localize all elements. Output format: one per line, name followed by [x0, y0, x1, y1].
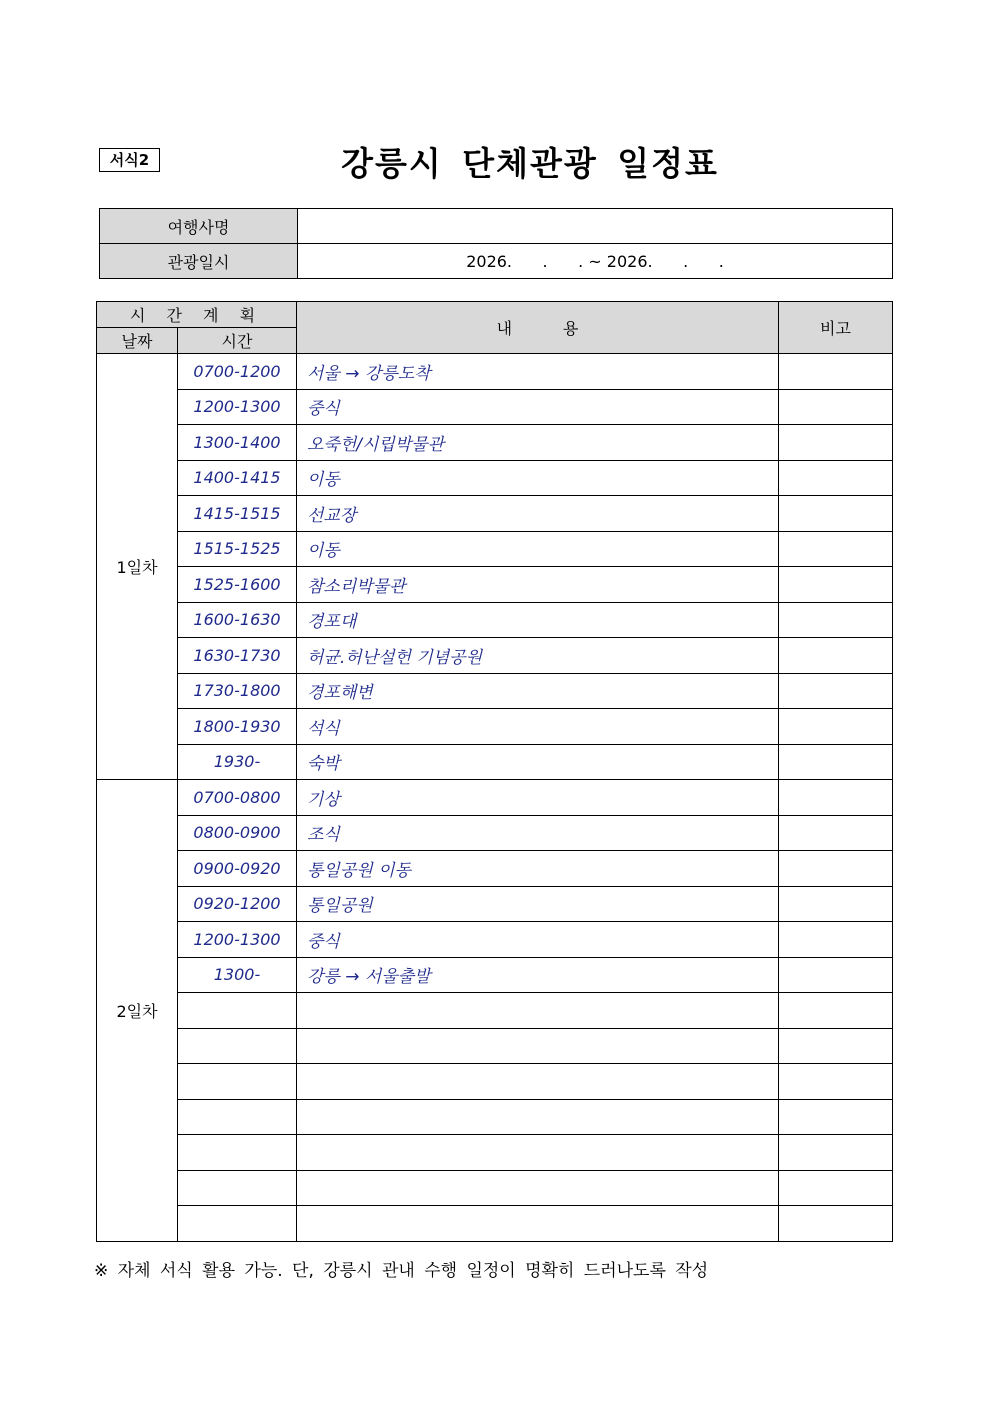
note-cell[interactable] — [779, 993, 893, 1029]
schedule-table — [96, 301, 893, 1242]
time-cell[interactable]: 1400-1415 — [178, 460, 297, 496]
content-cell[interactable]: 경포해변 — [297, 673, 779, 709]
time-cell[interactable]: 1415-1515 — [178, 496, 297, 532]
note-cell[interactable] — [779, 567, 893, 603]
content-cell[interactable]: 통일공원 — [297, 886, 779, 922]
page-title: 강릉시 단체관광 일정표 — [341, 144, 719, 183]
time-cell[interactable]: 1515-1525 — [178, 531, 297, 567]
time-cell[interactable]: 0920-1200 — [178, 886, 297, 922]
time-cell[interactable] — [178, 1099, 297, 1135]
table-row — [97, 1099, 893, 1135]
content-cell[interactable]: 숙박 — [297, 744, 779, 780]
time-cell[interactable] — [178, 993, 297, 1029]
content-cell[interactable]: 중식 — [297, 922, 779, 958]
header-day: 날짜 — [97, 328, 178, 354]
content-cell[interactable]: 기상 — [297, 780, 779, 816]
note-cell[interactable] — [779, 744, 893, 780]
table-row — [97, 1135, 893, 1171]
time-cell[interactable] — [178, 1206, 297, 1242]
time-cell[interactable]: 1930- — [178, 744, 297, 780]
agency-row — [100, 209, 893, 244]
table-row — [97, 531, 893, 567]
date-label: 관광일시 — [100, 244, 298, 279]
note-cell[interactable] — [779, 1099, 893, 1135]
table-row — [97, 567, 893, 603]
time-cell[interactable]: 1200-1300 — [178, 389, 297, 425]
note-cell[interactable] — [779, 709, 893, 745]
agency-value[interactable] — [298, 209, 893, 244]
content-cell[interactable]: 선교장 — [297, 496, 779, 532]
form-number-label: 서식2 — [99, 148, 160, 172]
time-cell[interactable]: 0900-0920 — [178, 851, 297, 887]
content-cell[interactable]: 오죽헌/시립박물관 — [297, 425, 779, 461]
note-cell[interactable] — [779, 886, 893, 922]
time-cell[interactable] — [178, 1064, 297, 1100]
table-row — [97, 993, 893, 1029]
header-time: 시간 — [178, 328, 297, 354]
table-row — [97, 1170, 893, 1206]
table-row — [97, 1028, 893, 1064]
time-cell[interactable]: 1600-1630 — [178, 602, 297, 638]
note-cell[interactable] — [779, 1206, 893, 1242]
day-label: 1일차 — [97, 354, 178, 780]
note-cell[interactable] — [779, 460, 893, 496]
table-row — [97, 496, 893, 532]
content-cell[interactable] — [297, 993, 779, 1029]
content-cell[interactable]: 조식 — [297, 815, 779, 851]
content-cell[interactable]: 이동 — [297, 460, 779, 496]
table-row — [97, 886, 893, 922]
time-cell[interactable]: 1300-1400 — [178, 425, 297, 461]
note-cell[interactable] — [779, 1064, 893, 1100]
time-cell[interactable]: 1200-1300 — [178, 922, 297, 958]
table-row — [97, 638, 893, 674]
table-row — [97, 602, 893, 638]
table-row — [97, 744, 893, 780]
day-label: 2일차 — [97, 780, 178, 1242]
table-row — [97, 780, 893, 816]
content-cell[interactable]: 허균.허난설헌 기념공원 — [297, 638, 779, 674]
note-cell[interactable] — [779, 922, 893, 958]
content-cell[interactable]: 경포대 — [297, 602, 779, 638]
note-cell[interactable] — [779, 815, 893, 851]
table-row — [97, 922, 893, 958]
note-cell[interactable] — [779, 354, 893, 390]
content-cell[interactable] — [297, 1064, 779, 1100]
footnote: ※ 자체 서식 활용 가능. 단, 강릉시 관내 수행 일정이 명확히 드러나도록 작성 — [94, 1261, 709, 1281]
content-cell[interactable]: 통일공원 이동 — [297, 851, 779, 887]
note-cell[interactable] — [779, 957, 893, 993]
note-cell[interactable] — [779, 496, 893, 532]
table-row — [97, 957, 893, 993]
content-cell[interactable]: 중식 — [297, 389, 779, 425]
content-cell[interactable] — [297, 1028, 779, 1064]
time-cell[interactable]: 1525-1600 — [178, 567, 297, 603]
time-cell[interactable]: 0700-1200 — [178, 354, 297, 390]
table-row — [97, 460, 893, 496]
table-row — [97, 815, 893, 851]
note-cell[interactable] — [779, 602, 893, 638]
date-row — [100, 244, 893, 279]
table-row — [97, 389, 893, 425]
table-row — [97, 673, 893, 709]
content-cell[interactable]: 석식 — [297, 709, 779, 745]
header-time-plan: 시 간 계 획 — [97, 302, 297, 328]
table-row — [97, 851, 893, 887]
content-cell[interactable] — [297, 1170, 779, 1206]
content-cell[interactable]: 이동 — [297, 531, 779, 567]
note-cell[interactable] — [779, 1028, 893, 1064]
time-cell[interactable]: 0700-0800 — [178, 780, 297, 816]
agency-label: 여행사명 — [100, 209, 298, 244]
header-content: 내 용 — [297, 302, 779, 354]
note-cell[interactable] — [779, 425, 893, 461]
note-cell[interactable] — [779, 1170, 893, 1206]
schedule-body — [97, 354, 893, 1242]
note-cell[interactable] — [779, 673, 893, 709]
table-row — [97, 354, 893, 390]
note-cell[interactable] — [779, 780, 893, 816]
time-cell[interactable] — [178, 1170, 297, 1206]
time-cell[interactable]: 1300- — [178, 957, 297, 993]
content-cell[interactable] — [297, 1135, 779, 1171]
content-cell[interactable]: 참소리박물관 — [297, 567, 779, 603]
content-cell[interactable]: 강릉 → 서울출발 — [297, 957, 779, 993]
time-cell[interactable] — [178, 1028, 297, 1064]
table-row — [97, 1206, 893, 1242]
table-row — [97, 425, 893, 461]
table-row — [97, 1064, 893, 1100]
note-cell[interactable] — [779, 389, 893, 425]
content-cell[interactable] — [297, 1099, 779, 1135]
date-value[interactable]: 2026. . . ~ 2026. . . — [298, 244, 893, 279]
time-cell[interactable]: 1630-1730 — [178, 638, 297, 674]
info-table — [99, 208, 893, 279]
note-cell[interactable] — [779, 531, 893, 567]
time-cell[interactable]: 1730-1800 — [178, 673, 297, 709]
time-cell[interactable] — [178, 1135, 297, 1171]
time-cell[interactable]: 1800-1930 — [178, 709, 297, 745]
note-cell[interactable] — [779, 1135, 893, 1171]
content-cell[interactable]: 서울 → 강릉도착 — [297, 354, 779, 390]
time-cell[interactable]: 0800-0900 — [178, 815, 297, 851]
table-row — [97, 709, 893, 745]
content-cell[interactable] — [297, 1206, 779, 1242]
note-cell[interactable] — [779, 851, 893, 887]
note-cell[interactable] — [779, 638, 893, 674]
header-note: 비고 — [779, 302, 893, 354]
